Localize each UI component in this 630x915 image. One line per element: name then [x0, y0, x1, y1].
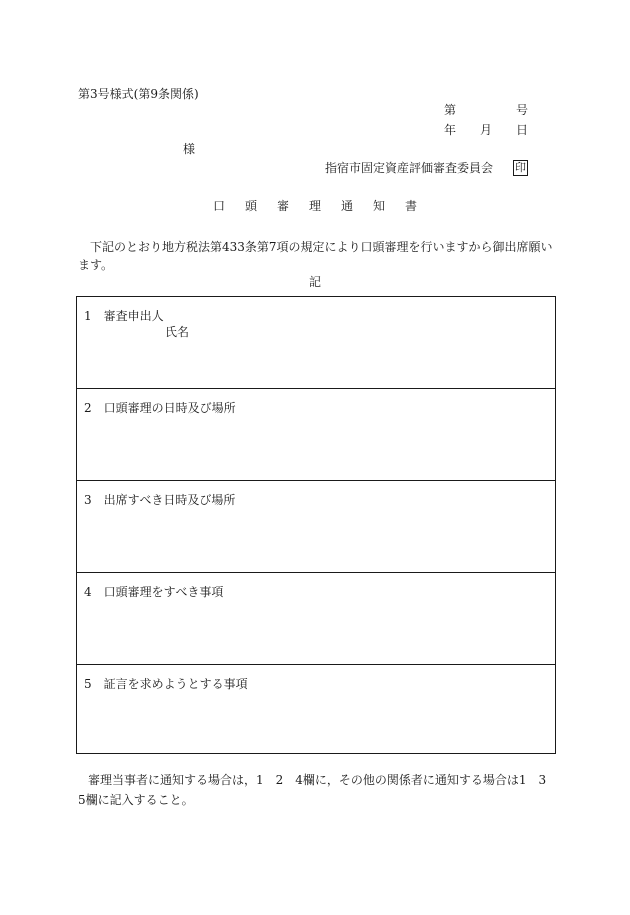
issuer-name: 指宿市固定資産評価審査委員会	[325, 161, 494, 175]
item-row-testimony-matters	[77, 665, 555, 753]
document-title: 口頭審理通知書	[212, 199, 437, 213]
date-month-label: 月	[480, 123, 493, 137]
applicant-name-label: 氏名	[165, 325, 190, 339]
item-label: 1 審査申出人	[84, 309, 164, 323]
item-row-attendance-datetime	[77, 481, 555, 573]
document-number-suffix: 号	[516, 103, 529, 117]
form-number-label: 第3号様式(第9条関係)	[78, 87, 199, 101]
item-row-hearing-matters	[77, 573, 555, 665]
items-table	[76, 296, 556, 754]
recipient-honorific: 様	[183, 142, 196, 156]
date-year-label: 年	[444, 123, 457, 137]
notice-body: 下記のとおり地方税法第433条第7項の規定により口頭審理を行いますから御出席願います。	[78, 240, 553, 272]
item-label: 2 口頭審理の日時及び場所	[84, 401, 236, 415]
ki-heading: 記	[308, 275, 321, 289]
item-label: 4 口頭審理をすべき事項	[84, 585, 224, 599]
instruction-note: 審理当事者に通知する場合は，1 2 4欄に，その他の関係者に通知する場合は1 3 5欄に記入すること。	[78, 773, 559, 807]
item-row-applicant	[77, 297, 555, 389]
date-day-label: 日	[516, 123, 529, 137]
document-number-prefix: 第	[444, 103, 457, 117]
item-label: 3 出席すべき日時及び場所	[84, 493, 236, 507]
item-row-hearing-datetime	[77, 389, 555, 481]
seal-stamp: 印	[515, 161, 526, 174]
item-label: 5 証言を求めようとする事項	[84, 677, 248, 691]
